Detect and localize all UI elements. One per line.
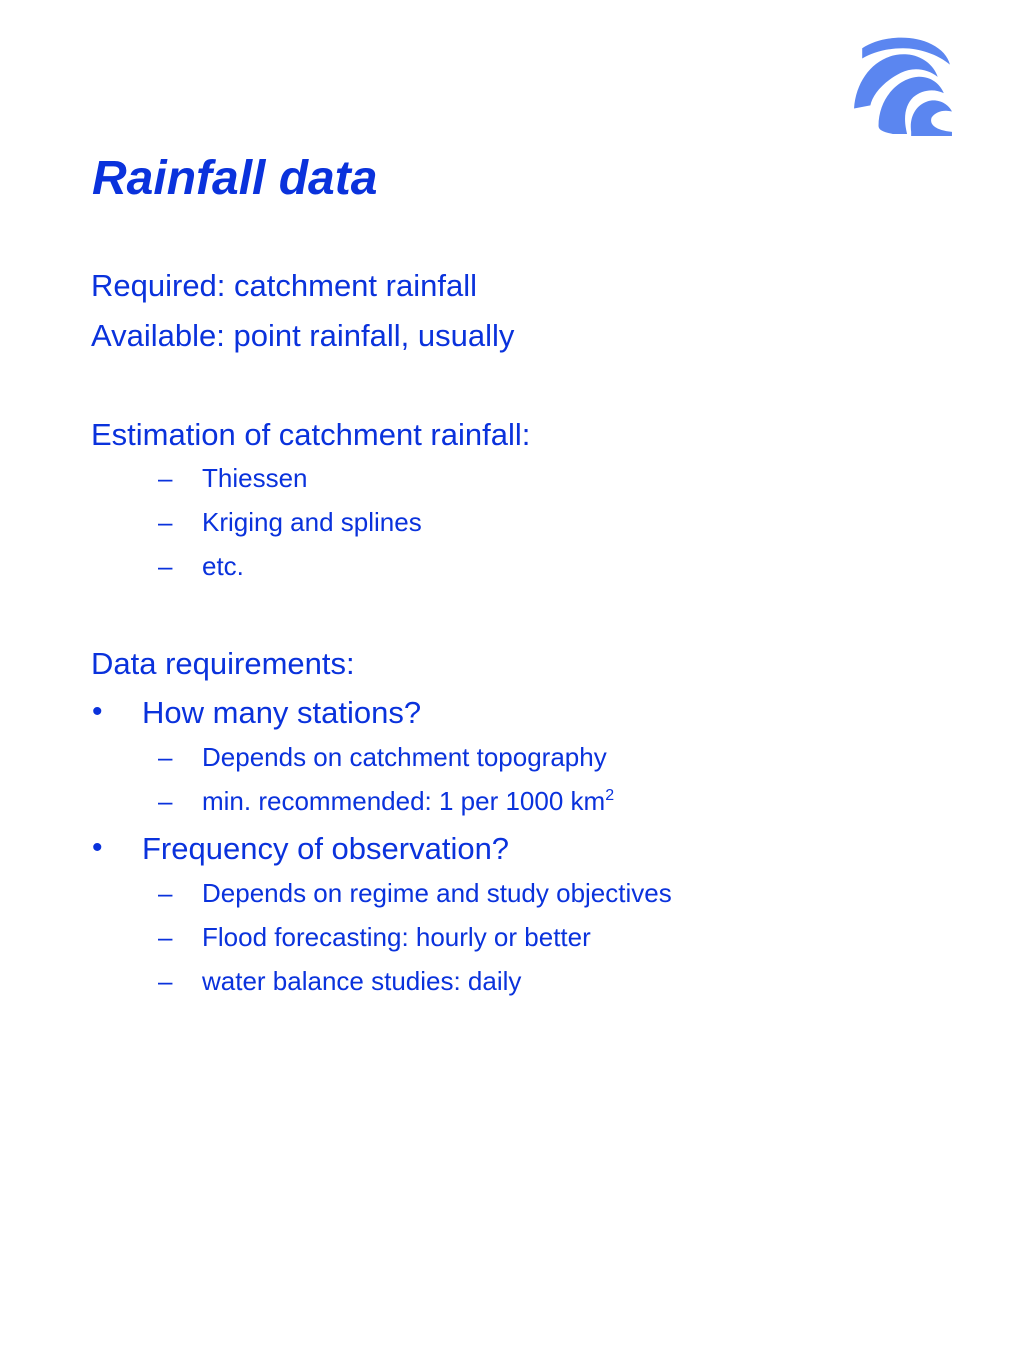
estimation-heading: Estimation of catchment rainfall: bbox=[91, 417, 531, 452]
estimation-item-thiessen: Thiessen bbox=[202, 463, 308, 493]
dash-marker: – bbox=[158, 551, 173, 581]
bullet-marker: • bbox=[92, 695, 103, 728]
data-requirements-heading: Data requirements: bbox=[91, 646, 355, 681]
dash-marker: – bbox=[158, 463, 173, 493]
stations-question: How many stations? bbox=[142, 695, 422, 730]
estimation-item-etc: etc. bbox=[202, 551, 244, 581]
superscript-2: 2 bbox=[605, 787, 615, 804]
dash-marker: – bbox=[158, 966, 173, 996]
dash-marker: – bbox=[158, 786, 173, 816]
available-line: Available: point rainfall, usually bbox=[91, 318, 515, 353]
frequency-question: Frequency of observation? bbox=[142, 831, 510, 866]
required-line: Required: catchment rainfall bbox=[91, 268, 477, 303]
dash-marker: – bbox=[158, 742, 173, 772]
stations-item-topography: Depends on catchment topography bbox=[202, 742, 607, 772]
dash-marker: – bbox=[158, 507, 173, 537]
frequency-item-regime: Depends on regime and study objectives bbox=[202, 878, 672, 908]
frequency-item-flood: Flood forecasting: hourly or better bbox=[202, 922, 591, 952]
wave-logo-icon bbox=[852, 34, 954, 136]
slide-title: Rainfall data bbox=[92, 152, 378, 205]
frequency-item-water-balance: water balance studies: daily bbox=[202, 966, 522, 996]
stations-item-min-text: min. recommended: 1 per 1000 km bbox=[202, 786, 606, 816]
stations-item-min-recommended bbox=[202, 786, 614, 817]
estimation-item-kriging: Kriging and splines bbox=[202, 507, 422, 537]
dash-marker: – bbox=[158, 878, 173, 908]
dash-marker: – bbox=[158, 922, 173, 952]
bullet-marker: • bbox=[92, 831, 103, 864]
